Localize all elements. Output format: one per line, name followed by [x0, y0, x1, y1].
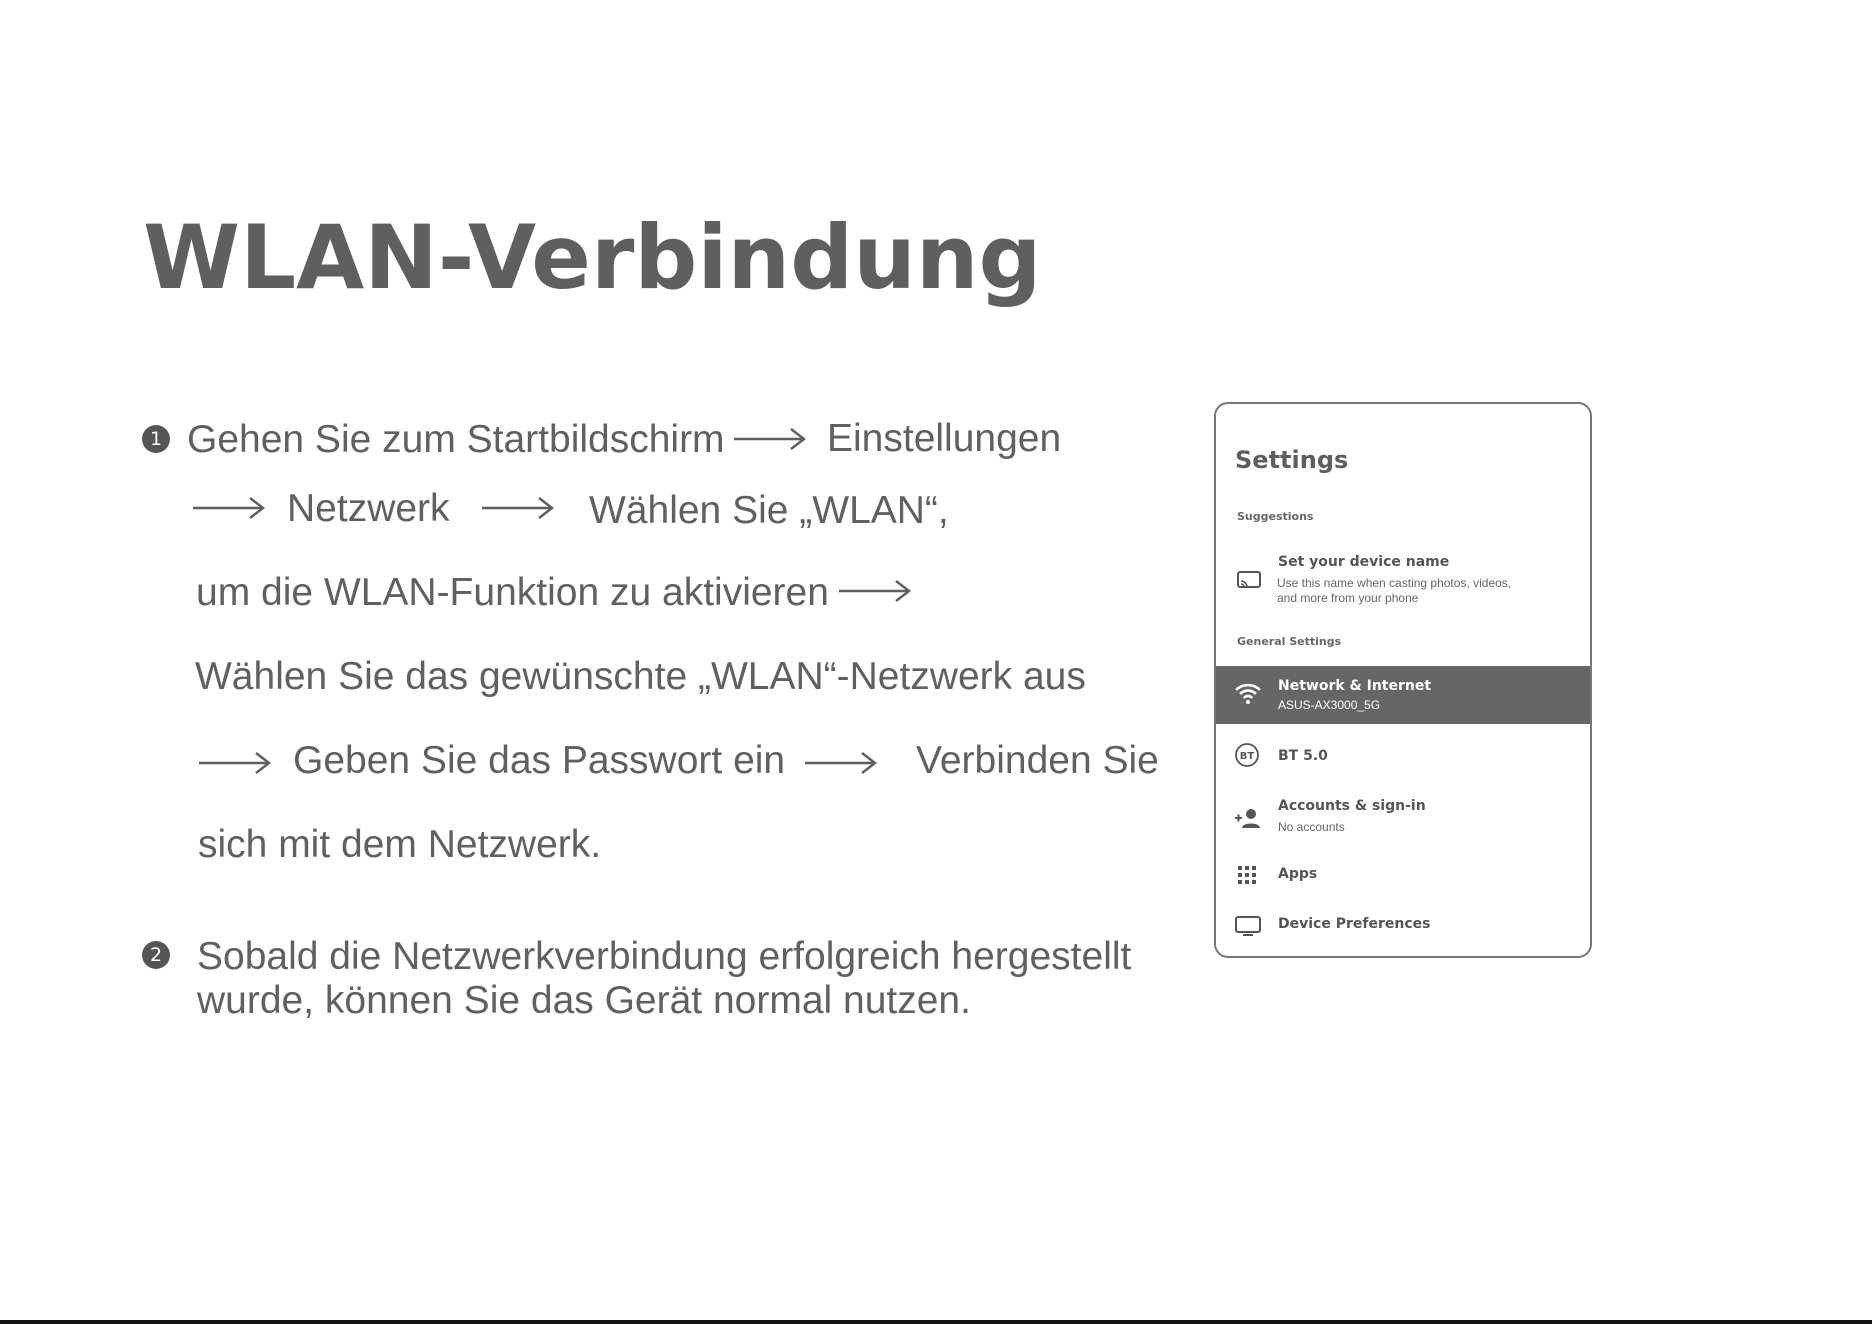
apps-title: Apps — [1278, 866, 1318, 882]
step1-text-activate: um die WLAN-Funktion zu aktivieren — [196, 571, 829, 614]
device-name-title: Set your device name — [1278, 554, 1450, 570]
step1-text-connect: Verbinden Sie — [916, 739, 1159, 782]
step1-text-choose-network: Wählen Sie das gewünschte „WLAN“-Netzwerk aus — [195, 655, 1086, 698]
step1-text-select-wlan: Wählen Sie „WLAN“, — [589, 489, 949, 532]
add-person-icon — [1234, 806, 1260, 832]
apps-grid-icon — [1236, 864, 1262, 890]
step2-line1: Sobald die Netzwerkverbindung erfolgreich hergestellt — [197, 935, 1132, 978]
cast-icon — [1236, 568, 1262, 594]
arrow-right-icon — [198, 750, 272, 776]
step2-line2: wurde, können Sie das Gerät normal nutzen. — [197, 979, 971, 1022]
tv-icon — [1234, 914, 1260, 940]
device-name-sub1: Use this name when casting photos, videos, — [1277, 576, 1512, 590]
settings-panel — [1214, 402, 1592, 958]
bt-title: BT 5.0 — [1278, 748, 1328, 764]
device-name-sub2: and more from your phone — [1277, 591, 1419, 605]
step1-text-with-network: sich mit dem Netzwerk. — [198, 823, 602, 866]
arrow-right-icon — [481, 495, 555, 521]
settings-item-device-preferences[interactable] — [1216, 904, 1590, 948]
arrow-right-icon — [838, 578, 912, 604]
settings-item-device-name[interactable] — [1216, 548, 1590, 614]
arrow-right-icon — [192, 495, 266, 521]
page-title: WLAN-Verbindung — [143, 206, 1042, 309]
step1-text-home: Gehen Sie zum Startbildschirm — [187, 418, 725, 461]
suggestions-label: Suggestions — [1237, 510, 1314, 523]
step1-text-settings: Einstellungen — [827, 417, 1062, 460]
svg-text:BT: BT — [1239, 751, 1255, 762]
wifi-icon — [1234, 681, 1260, 707]
settings-item-network[interactable] — [1216, 666, 1590, 724]
accounts-sub: No accounts — [1278, 820, 1345, 834]
bottom-border-line — [0, 1320, 1872, 1324]
settings-item-apps[interactable] — [1216, 854, 1590, 898]
settings-title: Settings — [1235, 446, 1349, 474]
step1-text-password: Geben Sie das Passwort ein — [293, 739, 786, 782]
network-title: Network & Internet — [1278, 678, 1432, 694]
general-settings-label: General Settings — [1237, 635, 1342, 648]
settings-item-bt[interactable] — [1216, 734, 1590, 778]
bluetooth-icon — [1234, 742, 1260, 768]
step-2-badge: 2 — [142, 941, 170, 969]
network-sub: ASUS-AX3000_5G — [1278, 698, 1381, 712]
device-preferences-title: Device Preferences — [1278, 916, 1431, 932]
arrow-right-icon — [804, 750, 878, 776]
step-1-badge: 1 — [142, 425, 170, 453]
settings-item-accounts[interactable] — [1216, 790, 1590, 846]
step1-text-network: Netzwerk — [287, 487, 450, 530]
accounts-title: Accounts & sign-in — [1278, 798, 1426, 814]
arrow-right-icon — [733, 426, 807, 452]
